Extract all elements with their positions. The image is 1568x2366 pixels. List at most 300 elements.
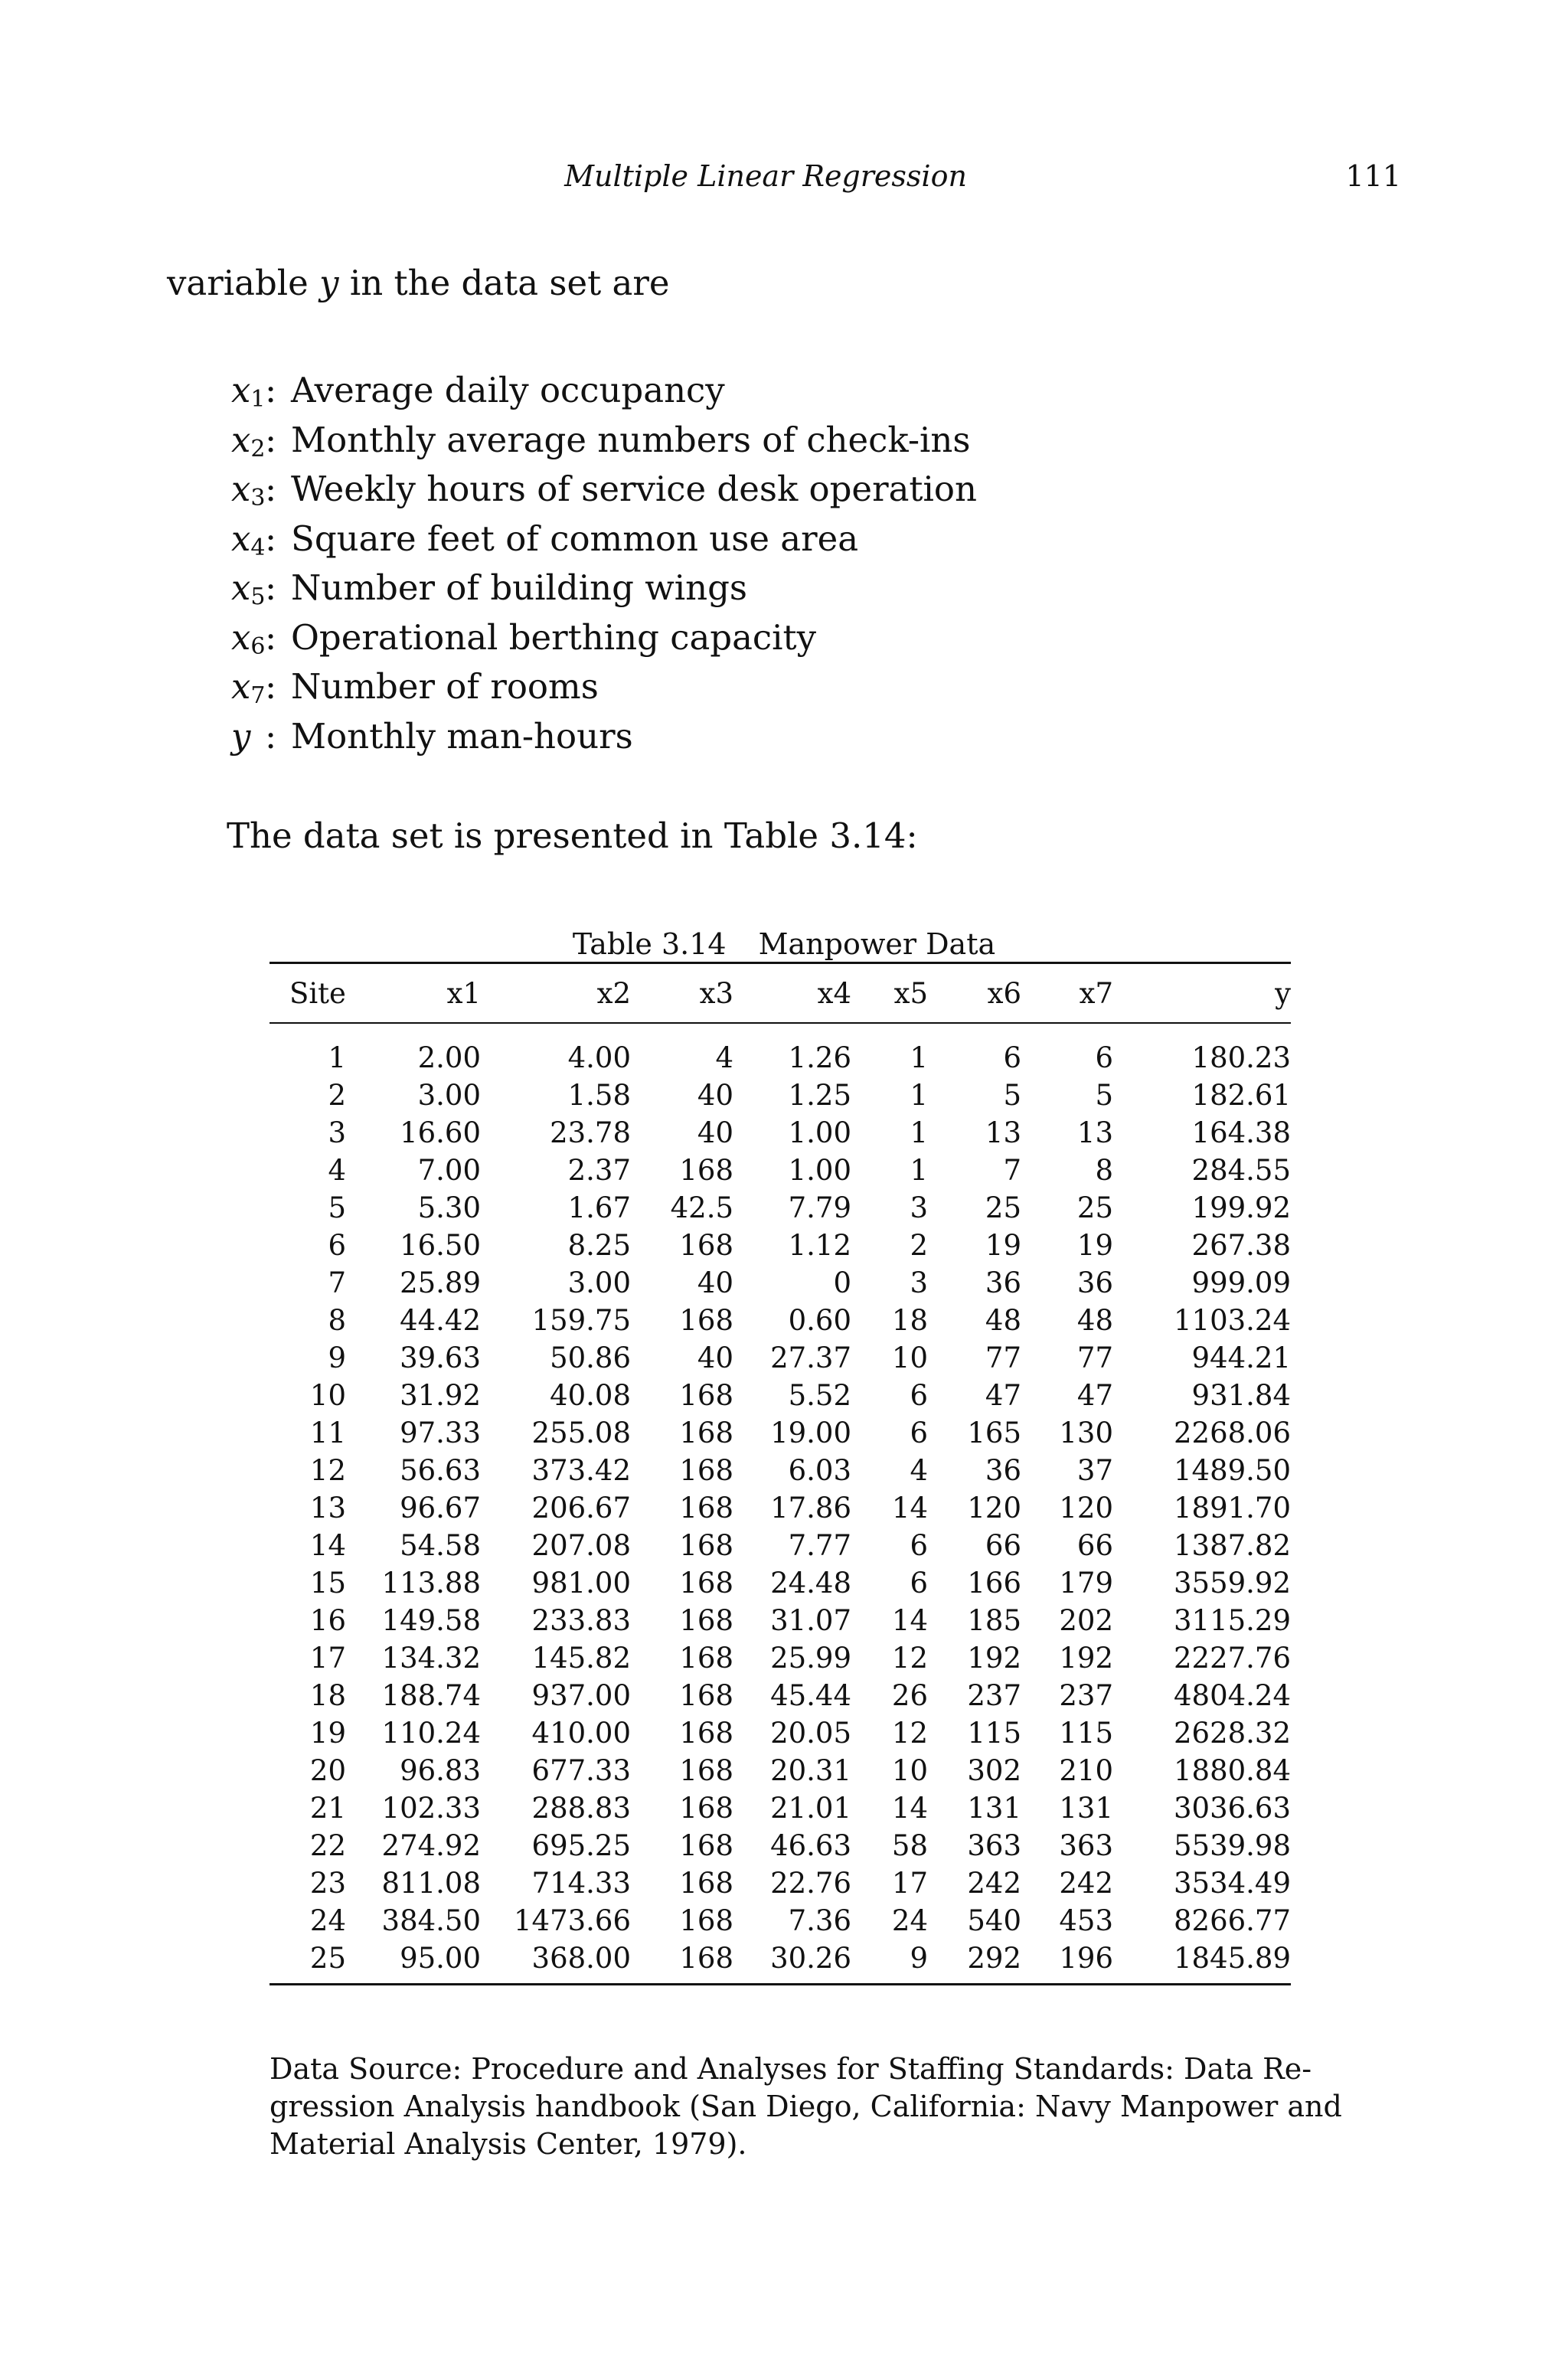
- variable-definition-list: [231, 366, 977, 761]
- table-cell: 23: [309, 1867, 346, 1900]
- table-cell: 2.37: [567, 1154, 631, 1187]
- table-cell: 168: [679, 1867, 733, 1900]
- table-cell: 9: [851, 1940, 928, 1985]
- table-cell: 164.38: [1191, 1116, 1291, 1149]
- table-cell: 77: [985, 1341, 1021, 1374]
- table-cell: 168: [679, 1792, 733, 1825]
- table-row: [270, 1827, 1291, 1864]
- table-cell: 168: [679, 1417, 733, 1449]
- table-cell: 12: [891, 1717, 928, 1750]
- table-row: [270, 1527, 1291, 1564]
- table-cell: 1489.50: [1173, 1454, 1291, 1487]
- table-cell: 677.33: [531, 1754, 631, 1787]
- table-cell: 242: [967, 1867, 1021, 1900]
- table-cell: 96.67: [400, 1492, 481, 1525]
- table-cell: 274.92: [381, 1829, 481, 1862]
- table-cell: 363: [1059, 1829, 1113, 1862]
- table-row: [270, 1452, 1291, 1489]
- table-row: [270, 1023, 1291, 1077]
- table-row: [270, 1077, 1291, 1114]
- table-row: [270, 1189, 1291, 1227]
- table-cell: 47: [985, 1379, 1021, 1412]
- table-cell: 25: [985, 1191, 1021, 1224]
- table-cell: 17: [891, 1867, 928, 1900]
- table-cell: 180.23: [1191, 1041, 1291, 1074]
- table-cell: 3: [910, 1191, 928, 1224]
- table-cell: 110.24: [381, 1717, 481, 1750]
- table-cell: 31.92: [400, 1379, 481, 1412]
- table-cell: 6.03: [788, 1454, 851, 1487]
- table-cell: 373.42: [531, 1454, 631, 1487]
- table-cell: 50.86: [550, 1341, 631, 1374]
- variable-colon: :: [265, 666, 277, 707]
- variable-definition: [231, 366, 977, 416]
- table-intro-sentence: The data set is presented in Table 3.14:: [227, 815, 918, 856]
- page-number: 111: [1345, 159, 1401, 193]
- table-row: [270, 1902, 1291, 1940]
- table-cell: 40: [697, 1116, 733, 1149]
- table-cell: 1.00: [788, 1154, 851, 1187]
- table-cell: 255.08: [531, 1417, 631, 1449]
- table-cell: 410.00: [531, 1717, 631, 1750]
- table-cell: 131: [1059, 1792, 1113, 1825]
- variable-symbol: $x_7$: [231, 666, 266, 709]
- variable-colon: :: [265, 370, 277, 410]
- table-cell: 1880.84: [1173, 1754, 1291, 1787]
- table-cell: 21: [309, 1792, 346, 1825]
- table-cell: 4: [910, 1454, 928, 1487]
- table-cell: 3534.49: [1173, 1867, 1291, 1900]
- table-header-row: [270, 963, 1291, 1024]
- table-caption: [0, 925, 1568, 963]
- table-row: [270, 1940, 1291, 1985]
- table-cell: 368.00: [481, 1940, 631, 1985]
- table-cell: 39.63: [400, 1341, 481, 1374]
- variable-symbol: $x_4$: [231, 518, 266, 561]
- variable-colon: :: [265, 715, 277, 757]
- variable-colon: :: [265, 518, 277, 559]
- table-row: [270, 1714, 1291, 1752]
- table-cell: 24: [309, 1904, 346, 1937]
- variable-description: Number of building wings: [291, 567, 747, 608]
- table-cell: 206.67: [531, 1492, 631, 1525]
- table-cell: 1387.82: [1173, 1529, 1291, 1562]
- table-cell: 199.92: [1191, 1191, 1291, 1224]
- table-cell: 284.55: [1191, 1154, 1291, 1187]
- table-cell: 13: [309, 1492, 346, 1525]
- table-cell: 15: [309, 1567, 346, 1600]
- table-cell: 0.60: [788, 1304, 851, 1337]
- source-note-line: Material Analysis Center, 1979).: [270, 2127, 747, 2161]
- table-cell: 1.25: [788, 1079, 851, 1112]
- table-cell: 168: [679, 1754, 733, 1787]
- table-cell: 13: [985, 1116, 1021, 1149]
- table-cell: 4.00: [567, 1041, 631, 1074]
- table-cell: 937.00: [531, 1679, 631, 1712]
- table-cell: 6: [910, 1529, 928, 1562]
- column-header-x3: x3: [631, 963, 733, 1024]
- table-cell: 2628.32: [1173, 1717, 1291, 1750]
- table-row: [270, 1302, 1291, 1339]
- table-cell: 149.58: [381, 1604, 481, 1637]
- table-cell: 192: [1059, 1642, 1113, 1675]
- table-cell: 1: [910, 1116, 928, 1149]
- table-cell: 4: [715, 1041, 733, 1074]
- table-cell: 10: [309, 1379, 346, 1412]
- table-cell: 168: [679, 1379, 733, 1412]
- table-cell: 48: [985, 1304, 1021, 1337]
- column-header-x4: x4: [733, 963, 851, 1024]
- table-row: [270, 1864, 1291, 1902]
- table-cell: 7.36: [788, 1904, 851, 1937]
- table-row: [270, 1227, 1291, 1264]
- table-cell: 8: [1095, 1154, 1113, 1187]
- table-cell: 14: [891, 1604, 928, 1637]
- table-cell: 168: [679, 1679, 733, 1712]
- table-cell: 13: [1076, 1116, 1113, 1149]
- table-cell: 66: [1076, 1529, 1113, 1562]
- variable-description: Average daily occupancy: [291, 370, 725, 410]
- column-header-x6: x6: [928, 963, 1021, 1024]
- table-cell: 192: [967, 1642, 1021, 1675]
- table-cell: 237: [967, 1679, 1021, 1712]
- table-body: [270, 1023, 1291, 1985]
- intro-suffix: in the data set are: [338, 263, 670, 303]
- table-cell: 6: [910, 1379, 928, 1412]
- table-cell: 14: [891, 1492, 928, 1525]
- manpower-data-table: [270, 962, 1291, 1985]
- table-cell: 37: [1076, 1454, 1113, 1487]
- table-cell: 188.74: [381, 1679, 481, 1712]
- table-cell: 36: [985, 1454, 1021, 1487]
- table-cell: 7: [328, 1266, 346, 1299]
- table-cell: 185: [967, 1604, 1021, 1637]
- table-cell: 168: [679, 1642, 733, 1675]
- variable-symbol: y: [231, 715, 251, 757]
- table-cell: 5: [1003, 1079, 1021, 1112]
- table-cell: 40: [697, 1341, 733, 1374]
- table-cell: 1891.70: [1173, 1492, 1291, 1525]
- table-cell: 159.75: [531, 1304, 631, 1337]
- table-cell: 4804.24: [1173, 1679, 1291, 1712]
- table-cell: 168: [679, 1567, 733, 1600]
- table-cell: 66: [985, 1529, 1021, 1562]
- table-cell: 19: [309, 1717, 346, 1750]
- variable-description: Number of rooms: [291, 666, 599, 707]
- table-cell: 7.77: [788, 1529, 851, 1562]
- table-cell: 58: [891, 1829, 928, 1862]
- table-cell: 36: [1076, 1266, 1113, 1299]
- table-cell: 134.32: [381, 1642, 481, 1675]
- table-cell: 6: [910, 1567, 928, 1600]
- table-row: [270, 1639, 1291, 1677]
- column-header-x7: x7: [1021, 963, 1113, 1024]
- table-cell: 6: [1095, 1041, 1113, 1074]
- table-cell: 115: [1059, 1717, 1113, 1750]
- table-cell: 695.25: [531, 1829, 631, 1862]
- table-cell: 5539.98: [1173, 1829, 1291, 1862]
- table-cell: 3: [910, 1266, 928, 1299]
- table-cell: 77: [1076, 1341, 1113, 1374]
- source-note-line: gression Analysis handbook (San Diego, California: Navy Manpower and: [270, 2090, 1342, 2123]
- table-cell: 18: [891, 1304, 928, 1337]
- table-row: [270, 1377, 1291, 1414]
- table-cell: 40: [697, 1266, 733, 1299]
- table-cell: 47: [1076, 1379, 1113, 1412]
- table-cell: 95.00: [346, 1940, 481, 1985]
- table-cell: 4: [328, 1154, 346, 1187]
- variable-description: Monthly average numbers of check-ins: [291, 419, 971, 460]
- table-cell: 168: [679, 1604, 733, 1637]
- table-cell: 9: [328, 1341, 346, 1374]
- table-row: [270, 1564, 1291, 1602]
- table-cell: 3: [328, 1116, 346, 1149]
- table-row: [270, 1789, 1291, 1827]
- table-cell: 3115.29: [1173, 1604, 1291, 1637]
- table-cell: 24.48: [770, 1567, 851, 1600]
- table-cell: 48: [1076, 1304, 1113, 1337]
- variable-colon: :: [265, 567, 277, 608]
- table-cell: 8: [328, 1304, 346, 1337]
- table-cell: 25.89: [400, 1266, 481, 1299]
- intro-sentence: [167, 260, 669, 306]
- variable-definition: [231, 465, 977, 515]
- table-cell: 5.30: [417, 1191, 481, 1224]
- table-cell: 1.58: [567, 1079, 631, 1112]
- table-cell: 31.07: [770, 1604, 851, 1637]
- table-row: [270, 1152, 1291, 1189]
- table-cell: 2268.06: [1173, 1417, 1291, 1449]
- table-cell: 30.26: [733, 1940, 851, 1985]
- table-cell: 1: [910, 1154, 928, 1187]
- table-cell: 130: [1059, 1417, 1113, 1449]
- table-cell: 145.82: [531, 1642, 631, 1675]
- table-cell: 7.79: [788, 1191, 851, 1224]
- variable-colon: :: [265, 419, 277, 460]
- table-cell: 2.00: [417, 1041, 481, 1074]
- table-cell: 26: [891, 1679, 928, 1712]
- variable-colon: :: [265, 616, 277, 658]
- table-cell: 5: [1095, 1079, 1113, 1112]
- table-cell: 1.26: [788, 1041, 851, 1074]
- table-cell: 21.01: [770, 1792, 851, 1825]
- table-cell: 242: [1059, 1867, 1113, 1900]
- table-cell: 19: [1076, 1229, 1113, 1262]
- table-cell: 20.31: [770, 1754, 851, 1787]
- table-row: [270, 1264, 1291, 1302]
- table-cell: 10: [891, 1754, 928, 1787]
- table-cell: 14: [891, 1792, 928, 1825]
- variable-colon: :: [265, 469, 277, 509]
- table-cell: 267.38: [1191, 1229, 1291, 1262]
- table-cell: 8266.77: [1173, 1904, 1291, 1937]
- table-cell: 288.83: [531, 1792, 631, 1825]
- table-cell: 19.00: [770, 1417, 851, 1449]
- table-cell: 811.08: [381, 1867, 481, 1900]
- variable-symbol: $x_1$: [231, 370, 266, 413]
- variable-symbol: $x_3$: [231, 469, 266, 511]
- table-cell: 17: [309, 1642, 346, 1675]
- table-cell: 981.00: [531, 1567, 631, 1600]
- table-cell: 210: [1059, 1754, 1113, 1787]
- table-cell: 16.60: [400, 1116, 481, 1149]
- table-cell: 3.00: [567, 1266, 631, 1299]
- table-row: [270, 1414, 1291, 1452]
- table-cell: 16.50: [400, 1229, 481, 1262]
- table-cell: 6: [328, 1229, 346, 1262]
- variable-definition: [231, 613, 977, 663]
- variable-definition: [231, 712, 977, 762]
- table-cell: 302: [967, 1754, 1021, 1787]
- table-cell: 44.42: [400, 1304, 481, 1337]
- table-cell: 12: [891, 1642, 928, 1675]
- table-cell: 27.37: [770, 1341, 851, 1374]
- table-cell: 8.25: [567, 1229, 631, 1262]
- table-cell: 22.76: [770, 1867, 851, 1900]
- column-header-x2: x2: [481, 963, 631, 1024]
- table-cell: 23.78: [550, 1116, 631, 1149]
- variable-description: Operational berthing capacity: [291, 616, 817, 658]
- table-cell: 54.58: [400, 1529, 481, 1562]
- table-cell: 20: [309, 1754, 346, 1787]
- table-cell: 16: [309, 1604, 346, 1637]
- table-cell: 25: [270, 1940, 346, 1985]
- data-source-note: [270, 2051, 1342, 2163]
- variable-definition: [231, 515, 977, 564]
- table-cell: 1.67: [567, 1191, 631, 1224]
- table-row: [270, 1339, 1291, 1377]
- table-cell: 1.12: [788, 1229, 851, 1262]
- table-cell: 1: [910, 1041, 928, 1074]
- table-cell: 1: [910, 1079, 928, 1112]
- table-cell: 5: [328, 1191, 346, 1224]
- running-title: Multiple Linear Regression: [564, 159, 967, 193]
- table-cell: 18: [309, 1679, 346, 1712]
- source-note-line: Data Source: Procedure and Analyses for Staffing Standards: Data Re-: [270, 2052, 1312, 2086]
- table-cell: 168: [679, 1154, 733, 1187]
- table-cell: 24: [891, 1904, 928, 1937]
- table-row: [270, 1752, 1291, 1789]
- table-cell: 2: [328, 1079, 346, 1112]
- table-cell: 46.63: [770, 1829, 851, 1862]
- table-cell: 3036.63: [1173, 1792, 1291, 1825]
- table-cell: 5.52: [788, 1379, 851, 1412]
- variable-symbol: $x_5$: [231, 567, 266, 610]
- table-cell: 237: [1059, 1679, 1113, 1712]
- table-cell: 120: [967, 1492, 1021, 1525]
- table-row: [270, 1114, 1291, 1152]
- table-cell: 168: [679, 1529, 733, 1562]
- table-cell: 22: [309, 1829, 346, 1862]
- variable-definition: [231, 662, 977, 712]
- table-cell: 1103.24: [1173, 1304, 1291, 1337]
- table-cell: 97.33: [400, 1417, 481, 1449]
- table-cell: 2: [910, 1229, 928, 1262]
- table-cell: 168: [679, 1454, 733, 1487]
- table-cell: 20.05: [770, 1717, 851, 1750]
- variable-definition: [231, 564, 977, 613]
- table-caption-title: Manpower Data: [758, 927, 996, 961]
- table-cell: 165: [967, 1417, 1021, 1449]
- table-cell: 168: [679, 1829, 733, 1862]
- table-row: [270, 1602, 1291, 1639]
- table-row: [270, 1677, 1291, 1714]
- table-cell: 540: [967, 1904, 1021, 1937]
- intro-variable: y: [319, 263, 339, 303]
- table-cell: 7: [1003, 1154, 1021, 1187]
- variable-symbol: $x_6$: [231, 616, 266, 660]
- table-cell: 202: [1059, 1604, 1113, 1637]
- table-cell: 3559.92: [1173, 1567, 1291, 1600]
- table-cell: 7.00: [417, 1154, 481, 1187]
- table-cell: 102.33: [381, 1792, 481, 1825]
- table-cell: 25: [1076, 1191, 1113, 1224]
- table-cell: 131: [967, 1792, 1021, 1825]
- table-cell: 11: [309, 1417, 346, 1449]
- table-cell: 6: [1003, 1041, 1021, 1074]
- table-cell: 168: [679, 1717, 733, 1750]
- table-cell: 931.84: [1191, 1379, 1291, 1412]
- table-cell: 10: [891, 1341, 928, 1374]
- intro-prefix: variable: [167, 263, 320, 303]
- table-cell: 944.21: [1191, 1341, 1291, 1374]
- table-cell: 42.5: [670, 1191, 733, 1224]
- table-cell: 1845.89: [1113, 1940, 1291, 1985]
- table-cell: 168: [679, 1229, 733, 1262]
- table-cell: 6: [910, 1417, 928, 1449]
- table-cell: 166: [967, 1567, 1021, 1600]
- table-cell: 363: [967, 1829, 1021, 1862]
- table-cell: 714.33: [531, 1867, 631, 1900]
- table-cell: 36: [985, 1266, 1021, 1299]
- table-cell: 168: [679, 1492, 733, 1525]
- table-cell: 453: [1059, 1904, 1113, 1937]
- variable-description: Square feet of common use area: [291, 518, 859, 559]
- table-cell: 999.09: [1191, 1266, 1291, 1299]
- table-cell: 19: [985, 1229, 1021, 1262]
- table-cell: 0: [833, 1266, 851, 1299]
- table-cell: 113.88: [381, 1567, 481, 1600]
- table-cell: 115: [967, 1717, 1021, 1750]
- table-cell: 1: [328, 1041, 346, 1074]
- column-header-y: y: [1113, 963, 1291, 1024]
- table-cell: 1.00: [788, 1116, 851, 1149]
- table-cell: 182.61: [1191, 1079, 1291, 1112]
- table-cell: 96.83: [400, 1754, 481, 1787]
- table-cell: 207.08: [531, 1529, 631, 1562]
- table-cell: 120: [1059, 1492, 1113, 1525]
- table-cell: 168: [679, 1304, 733, 1337]
- table-cell: 2227.76: [1173, 1642, 1291, 1675]
- table-cell: 12: [309, 1454, 346, 1487]
- table-cell: 25.99: [770, 1642, 851, 1675]
- table-cell: 1473.66: [513, 1904, 631, 1937]
- table-cell: 233.83: [531, 1604, 631, 1637]
- running-head: [0, 157, 1568, 195]
- table-cell: 56.63: [400, 1454, 481, 1487]
- column-header-x1: x1: [346, 963, 481, 1024]
- table-cell: 168: [631, 1940, 733, 1985]
- table-cell: 196: [1021, 1940, 1113, 1985]
- table-cell: 168: [679, 1904, 733, 1937]
- table-cell: 40: [697, 1079, 733, 1112]
- table-cell: 17.86: [770, 1492, 851, 1525]
- variable-definition: [231, 416, 977, 466]
- column-header-site: Site: [270, 963, 346, 1024]
- table-cell: 3.00: [417, 1079, 481, 1112]
- column-header-x5: x5: [851, 963, 928, 1024]
- variable-description: Weekly hours of service desk operation: [291, 469, 977, 509]
